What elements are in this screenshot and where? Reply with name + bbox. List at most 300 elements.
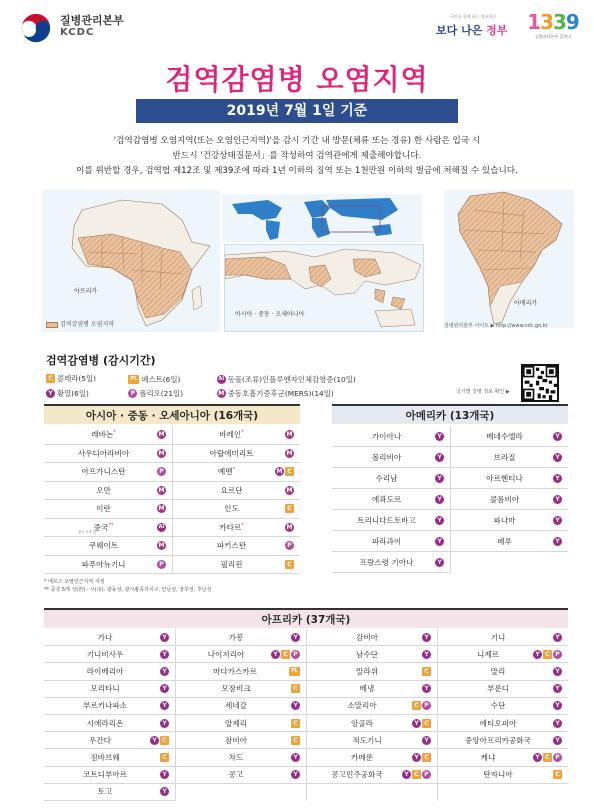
disease-badges <box>422 667 431 676</box>
country-name: 바레인* <box>219 429 244 440</box>
badge-y: Y <box>435 558 444 567</box>
disease-badges <box>157 541 166 550</box>
country-name: 적도기니 <box>352 735 382 745</box>
country-name: 나이지리아 <box>207 649 245 659</box>
country-name: 기니비사우 <box>86 649 124 659</box>
country-cell <box>44 749 175 766</box>
country-name: 예멘* <box>217 466 236 477</box>
disease-badges <box>412 719 431 728</box>
country-name: 수단 <box>490 701 506 711</box>
disease-badges <box>422 736 431 745</box>
taegeuk-logo-icon <box>18 10 54 46</box>
country-name: 트리니다드토바고 <box>357 515 416 525</box>
disease-badges <box>160 719 169 728</box>
badge-y: Y <box>291 701 300 710</box>
country-name: 우간다 <box>88 735 111 745</box>
country-cell <box>175 663 306 680</box>
badge-p: P <box>291 650 300 659</box>
country-cell <box>450 489 568 510</box>
world-map-graphic <box>222 194 422 242</box>
disease-badges <box>291 736 300 745</box>
country-cell <box>175 629 306 646</box>
country-cell <box>437 767 568 784</box>
disease-badges <box>435 495 444 504</box>
map-source-link[interactable]: 질병관리본부 사이트 ▶ http://www.cdc.go.kr <box>444 323 548 329</box>
country-cell <box>175 767 306 784</box>
country-cell <box>306 629 437 646</box>
asia-map-label: 아시아 · 중동 · 오세아니아 <box>235 311 305 318</box>
country-name: 마다가스카르 <box>212 666 257 676</box>
disease-badges <box>553 474 562 483</box>
badge-y: Y <box>412 753 421 762</box>
country-name: 파푸아뉴기니 <box>81 559 126 569</box>
disease-badges <box>553 736 562 745</box>
country-cell <box>44 646 175 663</box>
country-cell <box>437 732 568 749</box>
badge-y: Y <box>553 701 562 710</box>
country-cell <box>332 510 450 531</box>
badge-y: Y <box>553 736 562 745</box>
badge-c: C <box>291 719 300 728</box>
badge-m: M <box>218 390 225 397</box>
disease-badges <box>157 504 166 513</box>
badge-m: M <box>286 486 293 494</box>
badge-m: M <box>158 542 165 550</box>
badge-y: Y <box>553 495 562 504</box>
country-cell <box>437 749 568 766</box>
qr-code-icon[interactable] <box>521 364 559 402</box>
disease-badges <box>435 516 444 525</box>
country-cell <box>44 537 172 556</box>
country-cell <box>44 500 172 519</box>
country-cell <box>437 715 568 732</box>
disease-badges <box>285 430 294 439</box>
country-name: 레바논* <box>91 429 116 440</box>
disease-badges <box>157 467 166 476</box>
badge-y: Y <box>553 719 562 728</box>
country-cell <box>437 646 568 663</box>
gov-slogan-main <box>436 22 507 38</box>
disease-badges <box>435 432 444 441</box>
country-cell <box>450 426 568 447</box>
disease-badges <box>553 633 562 642</box>
disease-badges <box>285 504 294 513</box>
america-table-header: 아메리카 (13개국) <box>332 404 568 424</box>
badge-c: C <box>422 719 431 728</box>
disease-cholera <box>46 373 126 384</box>
intro-line-2: 반드시 '건강상태질문서」를 작성하여 검역관에게 제출해야합니다. <box>172 151 422 161</box>
country-cell <box>437 629 568 646</box>
country-name: 오만 <box>96 485 111 495</box>
disease-badges <box>160 650 169 659</box>
country-name: 짐바브웨 <box>90 752 120 762</box>
badge-c: C <box>291 736 300 745</box>
south-america-map <box>444 190 574 328</box>
country-name: 인도 <box>224 504 239 514</box>
header <box>0 0 594 56</box>
disease-badges <box>291 684 300 693</box>
gov-slogan-logo <box>432 14 514 44</box>
disease-badges <box>291 633 300 642</box>
disease-name: 폴리오(21일) <box>139 389 184 398</box>
africa-table-header: 아프리카 (37개국) <box>44 608 568 628</box>
badge-m: M <box>276 468 283 476</box>
hotline-sub: 질병관리본부 콜센터 <box>534 34 572 39</box>
country-cell <box>306 749 437 766</box>
country-cell <box>44 732 175 749</box>
badge-c: C <box>543 753 552 762</box>
footnote-mark: ** <box>108 522 114 529</box>
country-cell <box>172 500 300 519</box>
country-name: 파나마 <box>493 515 516 525</box>
country-cell <box>332 447 450 468</box>
country-cell <box>437 698 568 715</box>
badge-pl: PL <box>128 375 139 384</box>
badge-y: Y <box>553 633 562 642</box>
hotline-logo <box>526 10 580 44</box>
disease-name: 콜레라(5일) <box>57 374 97 383</box>
badge-y: Y <box>271 650 280 659</box>
country-name: 가봉 <box>228 632 244 642</box>
badge-p: P <box>157 560 166 569</box>
map-legend <box>46 319 114 328</box>
badge-y: Y <box>435 432 444 441</box>
disease-legend-row-1 <box>46 373 356 385</box>
disease-badges <box>157 449 166 458</box>
disease-badges <box>402 770 431 779</box>
country-cell <box>44 426 172 445</box>
disease-badges <box>285 486 294 495</box>
country-name: 파라과이 <box>371 536 402 546</box>
badge-y: Y <box>422 736 431 745</box>
country-name: 쿠웨이트 <box>88 541 119 551</box>
badge-m: M <box>158 486 165 494</box>
badge-c: C <box>285 560 294 569</box>
badge-y: Y <box>291 633 300 642</box>
country-cell <box>172 463 300 482</box>
country-cell <box>332 426 450 447</box>
disease-legend-title: 검역감염병 (감시기간) <box>46 354 156 367</box>
badge-y: Y <box>422 684 431 693</box>
badge-y: Y <box>435 474 444 483</box>
disease-badges <box>553 453 562 462</box>
qr-code-graphic <box>523 366 557 400</box>
country-name: 중앙아프리카공화국 <box>464 735 532 745</box>
disease-badges <box>157 560 166 569</box>
country-name: 베냉 <box>359 684 375 694</box>
country-name: 가나 <box>97 632 113 642</box>
disease-badges <box>533 753 562 762</box>
footnote-mark: * <box>241 429 244 436</box>
country-cell <box>306 646 437 663</box>
country-name: 케냐 <box>480 752 496 762</box>
badge-m: M <box>286 523 293 531</box>
country-name: 기니 <box>490 632 506 642</box>
disease-badges <box>285 541 294 550</box>
disease-badges <box>160 701 169 710</box>
badge-y: Y <box>553 537 562 546</box>
country-cell <box>332 531 450 552</box>
country-name: 앙골라 <box>350 718 373 728</box>
disease-legend-row-2 <box>46 388 334 399</box>
badge-m: M <box>158 431 165 439</box>
country-name: 에티오피아 <box>479 718 517 728</box>
disease-badges <box>422 633 431 642</box>
disease-badges <box>422 650 431 659</box>
disease-badges <box>422 684 431 693</box>
badge-y: Y <box>402 770 411 779</box>
badge-c: C <box>543 650 552 659</box>
legend-text: 검역감염병 오염지역 <box>60 321 115 328</box>
disease-badges <box>412 753 431 762</box>
country-cell <box>175 681 306 698</box>
disease-name: 황열(6일) <box>57 389 89 398</box>
country-name: 볼리비아 <box>371 452 402 462</box>
disease-badges <box>157 486 166 495</box>
country-name: 코트디부아르 <box>82 770 127 780</box>
disease-badges <box>285 523 294 532</box>
badge-p: P <box>422 770 431 779</box>
disease-name: 페스트(6일) <box>141 375 181 384</box>
badge-y: Y <box>291 753 300 762</box>
country-cell <box>172 537 300 556</box>
footnote-1: * 메르스 오염인근지역 지정 <box>44 579 105 585</box>
badge-y: Y <box>553 667 562 676</box>
country-cell <box>175 749 306 766</box>
country-name: 중국** <box>93 522 114 532</box>
disease-badges <box>553 432 562 441</box>
badge-y: Y <box>160 650 169 659</box>
badge-y: Y <box>533 753 542 762</box>
badge-p: P <box>553 753 562 762</box>
country-name: 콩고 <box>228 770 244 780</box>
disease-badges <box>553 701 562 710</box>
country-name: 니제르 <box>476 649 499 659</box>
badge-y: Y <box>160 787 169 796</box>
country-cell <box>332 468 450 489</box>
country-name: 말라위 <box>355 666 378 676</box>
org-name-kr: 질병관리본부 <box>60 14 124 27</box>
badge-p: P <box>128 389 137 398</box>
badge-y: Y <box>435 537 444 546</box>
column-divider <box>172 426 173 574</box>
badge-y: Y <box>435 453 444 462</box>
intro-line-1: '검역감염병 오염지역(또는 오염인근지역)'을 감시 기간 내 방문(체류 또는 경유) 한 사람은 입국 시 <box>113 136 481 146</box>
country-name: 차드 <box>228 752 244 762</box>
disease-badges <box>150 736 169 745</box>
gov-slogan-small: 국민과 함께 하는 정부혁신 <box>449 14 497 19</box>
badge-c: C <box>422 667 431 676</box>
badge-y: Y <box>553 453 562 462</box>
badge-y: Y <box>160 701 169 710</box>
badge-y: Y <box>553 432 562 441</box>
country-cell <box>172 482 300 501</box>
country-name: 라이베리아 <box>86 666 124 676</box>
country-cell <box>450 468 568 489</box>
hotline-number: 1339 <box>527 10 579 34</box>
disease-badges <box>553 495 562 504</box>
disease-badges <box>435 558 444 567</box>
page-title: 검역감염병 오염지역 <box>165 63 429 96</box>
disease-badges <box>553 684 562 693</box>
africa-map-graphic <box>42 190 220 332</box>
country-cell <box>437 663 568 680</box>
disease-badges <box>435 537 444 546</box>
disease-badges <box>435 453 444 462</box>
badge-y: Y <box>553 474 562 483</box>
country-cell <box>175 698 306 715</box>
country-cell <box>44 663 175 680</box>
africa-map <box>42 190 220 332</box>
country-cell <box>44 715 175 732</box>
disease-avian-flu <box>217 374 356 385</box>
disease-badges <box>160 667 169 676</box>
country-cell <box>172 445 300 464</box>
qr-label: 국가별 질병 정보 확인 ▶ <box>456 389 510 395</box>
badge-c: C <box>160 753 169 762</box>
badge-p: P <box>157 467 166 476</box>
disease-badges <box>553 667 562 676</box>
badge-p: P <box>422 701 431 710</box>
disease-badges <box>285 560 294 569</box>
country-name: 에콰도르 <box>371 494 402 504</box>
badge-c: C <box>160 736 169 745</box>
badge-y: Y <box>422 650 431 659</box>
country-cell <box>44 629 175 646</box>
country-cell <box>450 447 568 468</box>
disease-polio <box>128 388 214 399</box>
country-name: 브라질 <box>493 452 516 462</box>
country-name: 아랍에미리트 <box>209 448 254 458</box>
country-name: 요르단 <box>220 485 243 495</box>
maps-section <box>0 188 594 338</box>
disease-badges <box>157 523 166 532</box>
china-province-note: 중국 5개 성 <box>78 530 96 534</box>
disease-badges <box>289 667 300 676</box>
org-name-en: KCDC <box>60 27 95 38</box>
intro-line-3: 이를 위반할 경우, 검역법 제12조 및 제39조에 따라 1년 이하의 징역 또는 1천만원 이하의 벌금에 처해질 수 있습니다. <box>76 166 518 176</box>
disease-badges <box>553 770 562 779</box>
country-cell <box>172 556 300 575</box>
badge-c: C <box>285 504 294 513</box>
country-cell <box>44 767 175 784</box>
country-cell <box>332 489 450 510</box>
footnote-2: ** 중국 5개 성(省) · 시(市): 광동성, 광시좡족자치구, 안난성, 장쑤성, 후난성 <box>44 587 212 593</box>
badge-y: Y <box>160 719 169 728</box>
disease-mers <box>217 388 334 399</box>
country-cell <box>44 463 172 482</box>
disease-yellow-fever <box>46 388 126 399</box>
disease-badges <box>553 719 562 728</box>
badge-y: Y <box>412 719 421 728</box>
country-name: 페루 <box>497 536 512 546</box>
gov-slogan-part-a: 보다 나은 <box>436 24 487 37</box>
disease-plague <box>128 374 214 385</box>
badge-y: Y <box>553 516 562 525</box>
world-map <box>222 194 422 242</box>
disease-badges <box>275 467 294 476</box>
country-name: 모잠비크 <box>221 684 251 694</box>
asia-map <box>224 244 424 332</box>
asia-table-header: 아시아 · 중동 · 오세아니아 (16개국) <box>44 404 300 424</box>
country-name: 프랑스령 기아나 <box>359 557 414 567</box>
africa-map-label: 아프리카 <box>74 288 98 295</box>
badge-y: Y <box>533 650 542 659</box>
country-name: 아르헨티나 <box>486 473 523 483</box>
badge-c: C <box>285 467 294 476</box>
country-name: 세네갈 <box>224 701 247 711</box>
disease-badges <box>160 684 169 693</box>
country-cell <box>306 715 437 732</box>
badge-m: M <box>286 431 293 439</box>
footnote-mark: * <box>113 429 116 436</box>
country-name: 콩고민주공화국 <box>331 770 383 780</box>
country-name: 사우디아라비아 <box>77 448 130 458</box>
disease-badges <box>533 650 562 659</box>
disease-badges <box>291 719 300 728</box>
badge-c: C <box>291 684 300 693</box>
column-divider <box>175 629 176 801</box>
badge-y: Y <box>435 495 444 504</box>
country-cell <box>306 698 437 715</box>
badge-c: C <box>422 753 431 762</box>
badge-y: Y <box>160 667 169 676</box>
badge-c: C <box>412 770 421 779</box>
country-name: 남수단 <box>355 649 378 659</box>
disease-badges <box>160 633 169 642</box>
disease-badges <box>291 701 300 710</box>
country-name: 시에라리온 <box>86 718 124 728</box>
disease-badges <box>160 787 169 796</box>
footnote-mark: * <box>232 466 236 473</box>
disease-badges <box>291 770 300 779</box>
country-cell <box>44 482 172 501</box>
country-cell <box>306 732 437 749</box>
country-name: 모리타니 <box>90 684 120 694</box>
badge-c: C <box>281 650 290 659</box>
disease-badges <box>157 430 166 439</box>
country-name: 부르키나파소 <box>82 701 127 711</box>
badge-ai: AI <box>218 376 225 382</box>
badge-m: M <box>158 449 165 457</box>
country-cell <box>44 784 175 801</box>
country-name: 감비아 <box>355 632 378 642</box>
disease-name: 동물(조류)인플루엔자인체감염증(10일) <box>227 375 356 384</box>
badge-y: Y <box>160 633 169 642</box>
country-cell <box>172 519 300 538</box>
date-banner: 2019년 7월 1일 기준 <box>136 99 458 123</box>
country-name: 탄자니아 <box>483 770 513 780</box>
country-cell <box>437 681 568 698</box>
disease-badges <box>160 753 169 762</box>
country-cell <box>306 681 437 698</box>
country-cell <box>44 556 172 575</box>
country-name: 카타르* <box>219 522 244 532</box>
badge-m: M <box>158 505 165 513</box>
badge-c: C <box>412 701 421 710</box>
country-name: 소말리아 <box>347 701 377 711</box>
country-cell <box>175 715 306 732</box>
disease-badges <box>412 701 431 710</box>
country-cell <box>172 426 300 445</box>
badge-p: P <box>553 650 562 659</box>
country-cell <box>332 552 450 573</box>
country-name: 이란 <box>96 504 111 514</box>
badge-c: C <box>553 770 562 779</box>
country-cell <box>44 519 172 538</box>
south-america-map-graphic <box>444 190 574 328</box>
gov-slogan-part-b: 정부 <box>486 24 508 37</box>
